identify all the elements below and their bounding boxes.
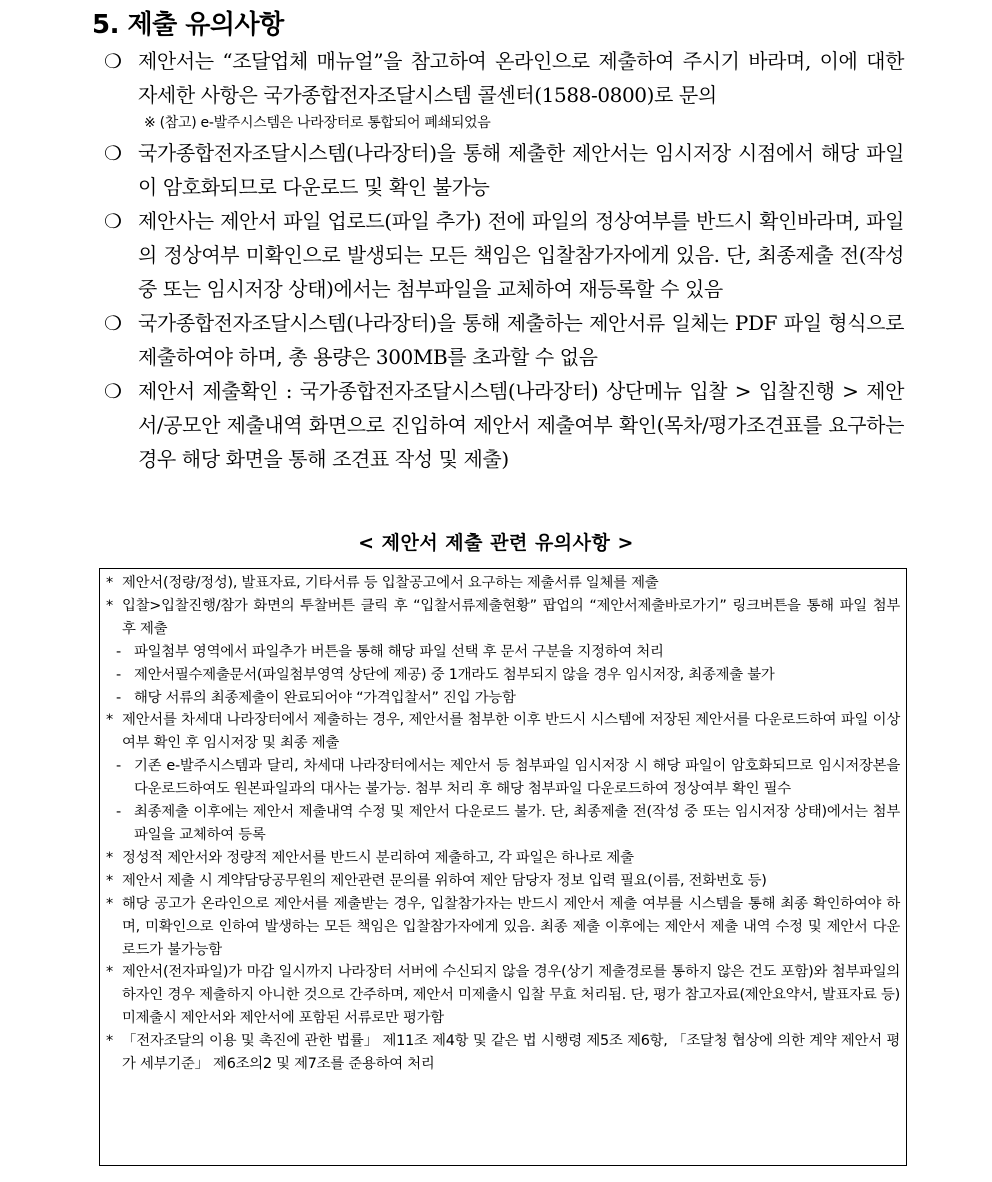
- notice-bullet-2: [104, 136, 904, 204]
- reference-note: ※ (참고) e-발주시스템은 나라장터로 통합되어 폐쇄되었음: [144, 115, 491, 131]
- dash-bullet-icon: -: [116, 666, 121, 683]
- box-item: [106, 572, 900, 595]
- asterisk-bullet-icon: *: [106, 849, 113, 866]
- box-item: [106, 870, 900, 893]
- box-subitem: [106, 755, 900, 801]
- dash-bullet-icon: -: [116, 804, 121, 821]
- notice-bullet-list: [104, 44, 904, 476]
- box-item: [106, 961, 900, 1030]
- notice-bullet-3: [104, 204, 904, 306]
- notice-bullet-text: 제안서 제출확인 : 국가종합전자조달시스템(나라장터) 상단메뉴 입찰 > 입찰진행 > 제안서/공모안 제출내역 화면으로 진입하여 제안서 제출여부 확인(목차/평가조견표를 요구하는 경우 해당 화면을 통해 조견표 작성 및 제출): [138, 379, 904, 471]
- circle-bullet-icon: ❍: [104, 379, 122, 403]
- asterisk-bullet-icon: *: [106, 1033, 113, 1050]
- circle-bullet-icon: ❍: [104, 209, 122, 233]
- box-item-text: 최종제출 이후에는 제안서 제출내역 수정 및 제안서 다운로드 불가. 단, 최종제출 전(작성 중 또는 임시저장 상태)에서는 첨부파일을 교체하여 등록: [134, 804, 900, 843]
- box-item-text: 「전자조달의 이용 및 촉진에 관한 법률」 제11조 제4항 및 같은 법 시행령 제5조 제6항, 「조달청 협상에 의한 계약 제안서 평가 세부기준」 제6조의2 및 제7조를 준용하여 처리: [122, 1033, 900, 1073]
- asterisk-bullet-icon: *: [106, 964, 113, 981]
- asterisk-bullet-icon: *: [106, 597, 113, 614]
- dash-bullet-icon: -: [116, 643, 121, 660]
- box-subitem: [106, 801, 900, 847]
- box-item-text: 기존 e-발주시스템과 달리, 차세대 나라장터에서는 제안서 등 첨부파일 임시저장 시 해당 파일이 암호화되므로 임시저장본을 다운로드하여도 원본파일과의 대사는 불가능. 첨부 처리 후 해당 첨부파일 다운로드하여 정상여부 확인 필수: [134, 758, 900, 798]
- box-subitem: [106, 687, 900, 710]
- box-item-text: 제안서를 차세대 나라장터에서 제출하는 경우, 제안서를 첨부한 이후 반드시 시스템에 저장된 제안서를 다운로드하여 파일 이상여부 확인 후 임시저장 및 최종 제출: [122, 712, 900, 752]
- box-subitem: [106, 641, 900, 664]
- box-item-text: 해당 공고가 온라인으로 제안서를 제출받는 경우, 입찰참가자는 반드시 제안서 제출 여부를 시스템을 통해 최종 확인하여야 하며, 미확인으로 인하여 발생하는 모든 책임은 입찰참가자에게 있음. 최종 제출 이후에는 제안서 제출 내역 수정 및 제안서 다운로드가 불가능함: [122, 895, 900, 958]
- box-item: [106, 595, 900, 641]
- circle-bullet-icon: ❍: [104, 49, 122, 73]
- box-item: [106, 709, 900, 755]
- circle-bullet-icon: ❍: [104, 141, 122, 165]
- notice-bullet-4: [104, 306, 904, 374]
- box-item-text: 정성적 제안서와 정량적 제안서를 반드시 분리하여 제출하고, 각 파일은 하나로 제출: [122, 849, 634, 866]
- notice-bullet-text: 제안사는 제안서 파일 업로드(파일 추가) 전에 파일의 정상여부를 반드시 확인바라며, 파일의 정상여부 미확인으로 발생되는 모든 책임은 입찰참가자에게 있음. 단, 최종제출 전(작성 중 또는 임시저장 상태)에서는 첨부파일을 교체하여 재등록할 수 있음: [138, 209, 904, 301]
- box-item-text: 제안서필수제출문서(파일첨부영역 상단에 제공) 중 1개라도 첨부되지 않을 경우 임시저장, 최종제출 불가: [134, 666, 775, 683]
- box-item-text: 파일첨부 영역에서 파일추가 버튼을 통해 해당 파일 선택 후 문서 구분을 지정하여 처리: [134, 643, 664, 660]
- circle-bullet-icon: ❍: [104, 311, 122, 335]
- notice-bullet-5: [104, 374, 904, 476]
- box-subitem: [106, 664, 900, 687]
- asterisk-bullet-icon: *: [106, 575, 113, 591]
- box-item-text: 제안서(전자파일)가 마감 일시까지 나라장터 서버에 수신되지 않을 경우(상기 제출경로를 통하지 않은 건도 포함)와 첨부파일의 하자인 경우 제출하지 아니한 것으로 간주하며, 제안서 미제출시 입찰 무효 처리됨. 단, 평가 참고자료(제안요약서, 발표자료 등) 미제출시 제안서와 제안서에 포함된 서류로만 평가함: [122, 964, 900, 1027]
- asterisk-bullet-icon: *: [106, 712, 113, 729]
- asterisk-bullet-icon: *: [106, 895, 113, 912]
- box-item-text: 입찰>입찰진행/참가 화면의 투찰버튼 클릭 후 “입찰서류제출현황” 팝업의 “제안서제출바로가기” 링크버튼을 통해 파일 첨부 후 제출: [122, 597, 900, 637]
- notice-bullet-1: [104, 44, 904, 136]
- dash-bullet-icon: -: [116, 758, 121, 775]
- box-item-text: 해당 서류의 최종제출이 완료되어야 “가격입찰서” 진입 가능함: [134, 689, 516, 706]
- notice-bullet-text: 제안서는 “조달업체 매뉴얼”을 참고하여 온라인으로 제출하여 주시기 바라며, 이에 대한 자세한 사항은 국가종합전자조달시스템 콜센터(1588-0800)로 문의: [138, 49, 904, 107]
- notice-bullet-text: 국가종합전자조달시스템(나라장터)을 통해 제출하는 제안서류 일체는 PDF 파일 형식으로 제출하여야 하며, 총 용량은 300MB를 초과할 수 없음: [138, 311, 904, 369]
- box-item: [106, 1030, 900, 1076]
- box-item: [106, 893, 900, 962]
- box-item-text: 제안서(정량/정성), 발표자료, 기타서류 등 입찰공고에서 요구하는 제출서류 일체를 제출: [122, 575, 659, 591]
- asterisk-bullet-icon: *: [106, 872, 113, 889]
- dash-bullet-icon: -: [116, 689, 121, 706]
- section-heading: 5. 제출 유의사항: [92, 10, 284, 40]
- box-title: < 제안서 제출 관련 유의사항 >: [358, 532, 634, 554]
- box-item-text: 제안서 제출 시 계약담당공무원의 제안관련 문의를 위하여 제안 담당자 정보 입력 필요(이름, 전화번호 등): [122, 872, 767, 889]
- box-item: [106, 847, 900, 870]
- notice-box: [99, 568, 907, 1166]
- notice-bullet-text: 국가종합전자조달시스템(나라장터)을 통해 제출한 제안서는 임시저장 시점에서 해당 파일이 암호화되므로 다운로드 및 확인 불가능: [138, 141, 904, 199]
